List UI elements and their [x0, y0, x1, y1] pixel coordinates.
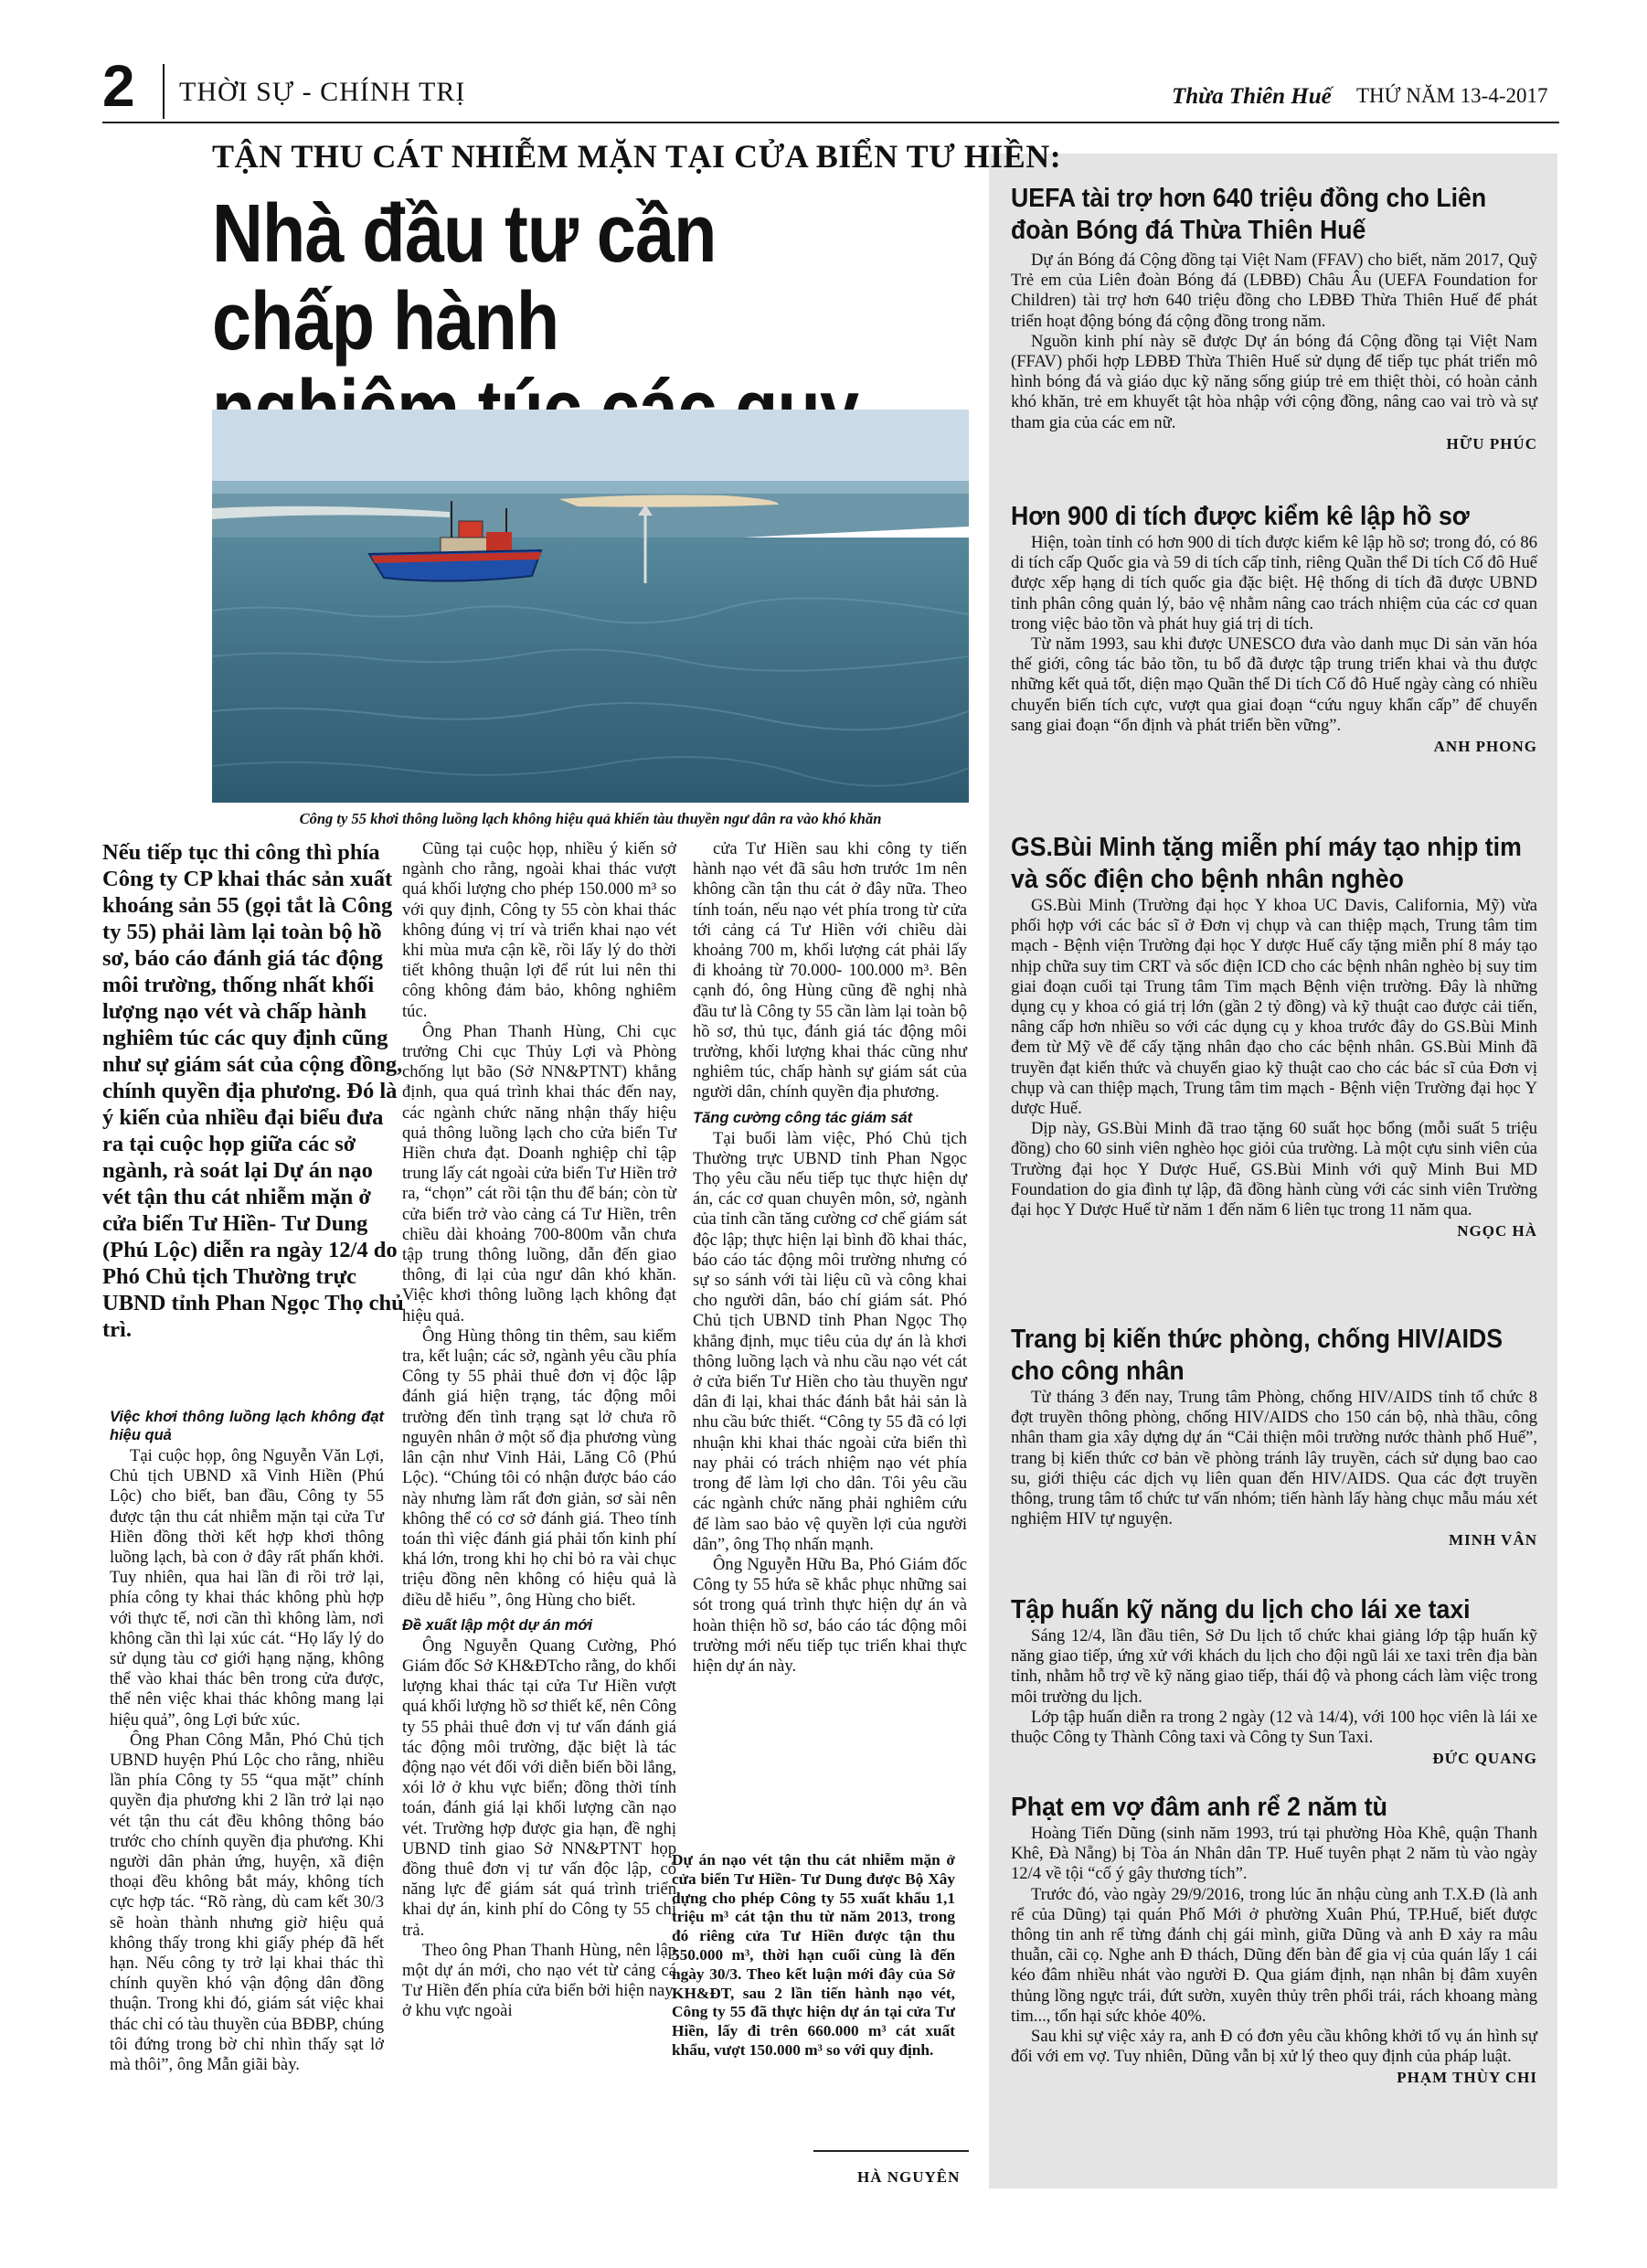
paragraph: Ông Nguyễn Hữu Ba, Phó Giám đốc Công ty 55 hứa sẽ khắc phục những sai sót trong quá trình thực hiện dự án và hoàn thiện hồ sơ, báo cáo tác động môi trường mới nếu tiếp tục triển khai thực hiện dự án này.: [693, 1554, 967, 1676]
paragraph: Ông Phan Công Mẫn, Phó Chủ tịch UBND huyện Phú Lộc cho rằng, nhiều lần phía Công ty 55 “qua mặt” chính quyền địa phương khi 2 lần trở lại nạo vét tận thu cát đều không thông báo trước cho chính quyền địa phương. Khi người dân phản ứng, huyện, xã điện thoại đều không bắt máy, không tích cực hợp tác. “Rõ ràng, dù cam kết 30/3 sẽ hoàn thành nhưng giờ hiệu quả không thấy trong khi giấy phép đã hết hạn. Nếu công ty trở lại khai thác thì chính quyền khó vận động dân đồng thuận. Trong khi đó, giám sát việc khai thác chỉ có tàu thuyền của BĐBP, chúng tôi đứng trong bờ chỉ nhìn thấy sạt lở mà thôi”, ông Mẫn giãi bày.: [110, 1730, 384, 2075]
brief-body: [1011, 250, 1537, 433]
brief-relics: [1011, 501, 1537, 756]
page-number: 2: [102, 53, 135, 119]
masthead-divider: [163, 64, 165, 119]
paragraph: Sau khi sự việc xảy ra, anh Đ có đơn yêu cầu không khởi tố vụ án hình sự đối với em vợ. Tuy nhiên, Dũng vẫn bị xử lý theo quy định của pháp luật.: [1011, 2027, 1537, 2067]
section-title: THỜI SỰ - CHÍNH TRỊ: [179, 77, 466, 107]
paragraph: Tại buổi làm việc, Phó Chủ tịch Thường trực UBND tỉnh Phan Ngọc Thọ yêu cầu nếu tiếp tục thực hiện dự án, các cơ quan chuyên môn, sở, ngành của tỉnh cần tăng cường cơ chế giám sát độc lập; thực hiện lại bình đồ khai thác, báo cáo tác động môi trường nhưng có sự so sánh với tài liệu cũ và công khai cho người dân, báo chí giám sát. Phó Chủ tịch UBND tỉnh Phan Ngọc Thọ khẳng định, mục tiêu của dự án là khơi thông luồng lạch và nhu cầu nạo vét cát ở cửa biển Tư Hiền cho tàu thuyền ngư dân đi lại, khai thác đánh bắt hải sản là nhu cầu bức thiết. “Công ty 55 đã có lợi nhuận khi khai thác ngoài cửa biển thì nay phải có trách nhiệm nạo vét phía trong để làm lợi cho dân. Tôi yêu cầu các ngành chức năng phải nghiêm cứu để làm sao bảo vệ quyền lợi của người dân”, ông Thọ nhấn mạnh.: [693, 1128, 967, 1554]
brief-taxi: [1011, 1594, 1537, 1768]
paper-name: Thừa Thiên Huế: [1172, 84, 1332, 109]
headline-line-1: Nhà đầu tư cần chấp hành: [212, 188, 717, 367]
horizon-sea: [212, 481, 969, 494]
brief-byline: HỮU PHÚC: [1446, 434, 1537, 453]
brief-body: [1011, 1388, 1537, 1529]
paragraph: Ông Hùng thông tin thêm, sau kiểm tra, kết luận; các sở, ngành yêu cầu phía Công ty 55 phải thuê đơn vị độc lập đánh giá hiện trạng, tác động môi trường đến tình trạng sạt lở chưa rõ nguyên nhân ở một số địa phương vùng lân cận như Vinh Hải, Lăng Cô (Phú Lộc). “Chúng tôi có nhận được báo cáo này nhưng làm rất đơn giản, sơ sài nên không thể có cơ sở đánh giá. Theo tính toán thì việc đánh giá phải tốn kinh phí khá lớn, trong khi họ chỉ bỏ ra vài chục triệu đồng nên không có hiệu quả là điều dễ hiểu ”, ông Hùng cho biết.: [402, 1326, 676, 1610]
boat-at-sea-image: [212, 410, 969, 803]
brief-body: [1011, 1824, 1537, 2067]
brief-byline: ĐỨC QUANG: [1432, 1750, 1537, 1768]
paragraph: Ông Phan Thanh Hùng, Chi cục trưởng Chi cục Thủy Lợi và Phòng chống lụt bão (Sở NN&PTNT) khẳng định, qua quá trình khai thác đến nay, các ngành chức năng nhận thấy hiệu quả thông luồng lạch cho cửa biển Tư Hiền chưa đạt. Doanh nghiệp chỉ tập trung lấy cát ngoài cửa biển Tư Hiền trở ra, “chọn” cát rồi tận thu để bán; còn từ cửa biển trở vào cảng cá Tư Hiền, trên chiều dài khoảng 700-800m vẫn chưa tập trung thông luồng, dẫn đến giao thông, đi lại của ngư dân khó khăn. Việc khơi thông luồng lạch không đạt hiệu quả.: [402, 1021, 676, 1326]
paragraph: Sáng 12/4, lần đầu tiên, Sở Du lịch tổ chức khai giảng lớp tập huấn kỹ năng giao tiếp, ứng xử với khách du lịch cho đội ngũ lái xe taxi trên địa bàn tỉnh, nhằm hỗ trợ về kỹ năng giao tiếp, thái độ và phong cách làm việc trong môi trường du lịch.: [1011, 1626, 1537, 1707]
brief-uefa: [1011, 183, 1537, 453]
brief-byline: MINH VÂN: [1449, 1531, 1537, 1549]
article-photo: [212, 410, 969, 803]
article-column-3: [693, 839, 967, 1677]
subheading: Việc khơi thông luồng lạch không đạt hiệu quả: [110, 1409, 384, 1443]
photo-caption: Công ty 55 khơi thông luồng lạch không hiệu quả khiến tàu thuyền ngư dân ra vào khó khăn: [299, 810, 882, 827]
brief-title: Trang bị kiến thức phòng, chống HIV/AIDS cho công nhân: [1011, 1325, 1504, 1386]
paragraph: Cũng tại cuộc họp, nhiều ý kiến sở ngành cho rằng, ngoài khai thác vượt quá khối lượng cho phép 150.000 m³ so với quy định, Công ty 55 còn khai thác không đúng vị trí và triển khai nạo vét khi mùa mưa cận kề, rồi lấy lý do thời tiết không thuận lợi để rút lui nên thi công không đảm bảo, không nghiêm túc.: [402, 839, 676, 1021]
brief-title: GS.Bùi Minh tặng miễn phí máy tạo nhịp tim và sốc điện cho bệnh nhân nghèo: [1011, 833, 1522, 894]
article-lead: Nếu tiếp tục thi công thì phía Công ty CP khai thác sản xuất khoáng sản 55 (gọi tắt là Công ty 55) phải làm lại toàn bộ hồ sơ, báo cáo đánh giá tác động môi trường, thống nhất khối lượng nạo vét và chấp hành nghiêm túc các quy định cũng như sự giám sát của cộng đồng, chính quyền địa phương. Đó là ý kiến của nhiều đại biểu đưa ra tại cuộc họp giữa các sở ngành, rà soát lại Dự án nạo vét tận thu cát nhiễm mặn ở cửa biển Tư Hiền- Tư Dung (Phú Lộc) diễn ra ngày 12/4 do Phó Chủ tịch Thường trực UBND tỉnh Phan Ngọc Thọ chủ trì.: [102, 840, 404, 1342]
byline-rule: [813, 2150, 969, 2152]
paragraph: Tại cuộc họp, ông Nguyễn Văn Lợi, Chủ tịch UBND xã Vinh Hiền (Phú Lộc) cho biết, ban đầu, Công ty 55 được tận thu cát nhiễm mặn tại cửa Tư Hiền đồng thời kết hợp khơi thông luồng lạch, bà con ở đây rất phấn khởi. Tuy nhiên, qua hai lần đi rồi trở lại, phía công ty khai thác không phù hợp với thực tế, nơi cần thì không làm, nơi không cần thì lại xúc cát. “Họ lấy lý do sử dụng tàu cơ giới hạng nặng, không thể vào khai thác bên trong cửa được, thế nên việc khai thác không mang lại hiệu quả”, ông Lợi bức xúc.: [110, 1446, 384, 1730]
brief-body: [1011, 896, 1537, 1220]
paragraph: GS.Bùi Minh (Trường đại học Y khoa UC Davis, California, Mỹ) vừa phối hợp với các bác sĩ ở Đơn vị chụp và can thiệp mạch, Trung tâm tim mạch - Bệnh viện Trường đại học Y dược Huế cấy tặng miễn phí 8 máy tạo nhịp chữa suy tim CRT và sốc điện ICD cho các bệnh nhân nghèo bị suy tim giai đoạn cuối tại Trung tâm Tim mạch Bệnh viện trường. Đây là những dụng cụ y khoa có giá trị lớn (gần 2 tỷ đồng) và kỹ thuật cao được cải tiến, nâng cấp hơn nhiều so với các dụng cụ y khoa trước đây do GS.Bùi Minh đem từ Mỹ về để cấy tặng nhân đạo cho các bệnh nhân. GS.Bùi Minh đã truyền đạt kiến thức và chuyển giao kỹ thuật cao cho các bác sĩ của Đơn vị chụp và can thiệp mạch, Trung tâm tim mạch - Bệnh viện Trường đại học Y dược Huế.: [1011, 896, 1537, 1119]
brief-title: Hơn 900 di tích được kiểm kê lập hồ sơ: [1011, 502, 1470, 531]
article-column-2: [402, 839, 676, 2022]
sky: [212, 410, 969, 492]
paragraph: Ông Nguyễn Quang Cường, Phó Giám đốc Sở KH&ĐTcho rằng, do khối lượng khai thác tại cửa Tư Hiền vượt quá khối lượng hồ sơ thiết kế, nên Công ty 55 phải thuê đơn vị tư vấn đánh giá tác động môi trường, đặc biệt là tác động nạo vét đối với diễn biến bồi lắng, xói lở ở khu vực biển; đồng thời tính toán, đánh giá lại khối lượng cần nạo vét. Trường hợp được gia hạn, đề nghị UBND tỉnh giao Sở NN&PTNT họp đồng thuê đơn vị tư vấn độc lập, có năng lực để giám sát quá trình triển khai dự án, kinh phí do Công ty 55 chi trả.: [402, 1635, 676, 1940]
brief-court: [1011, 1792, 1537, 2087]
issue-date: THỨ NĂM 13-4-2017: [1356, 84, 1548, 107]
brief-byline: NGỌC HÀ: [1457, 1222, 1537, 1240]
paragraph: Nguồn kinh phí này sẽ được Dự án bóng đá Cộng đồng tại Việt Nam (FFAV) phối hợp LĐBĐ Thừa Thiên Huế sử dụng để tiếp tục phát triển mô hình bóng đá và giáo dục kỹ năng sống giúp trẻ em thiệt thòi, có hoàn cảnh khó khăn, trẻ em khuyết tật hòa nhập với cộng đồng, nâng cao vai trò và sự tham gia của các em nữ.: [1011, 331, 1537, 432]
paragraph: Hiện, toàn tỉnh có hơn 900 di tích được kiểm kê lập hồ sơ; trong đó, có 86 di tích cấp Quốc gia và 59 di tích cấp tỉnh, riêng Quần thể Di tích Cố đô Huế được xếp hạng di tích quốc gia đặc biệt. Hệ thống di tích đã được UBND tỉnh phân công quản lý, bảo vệ nhằm nâng cao trách nhiệm của các cơ quan trong việc bảo tồn và phát huy giá trị di tích.: [1011, 533, 1537, 634]
masthead-rule: [102, 122, 1559, 123]
paragraph: cửa Tư Hiền sau khi công ty tiến hành nạo vét đã sâu hơn trước 1m nên không cần tận thu cát ở đây nữa. Theo tính toán, nếu nạo vét phía trong từ cửa tới cảng cá Tư Hiền với chiều dài khoảng 700 m, khối lượng cát phải lấy đi khoảng từ 70.000- 100.000 m³. Bên cạnh đó, ông Hùng cũng đề nghị nhà đầu tư là Công ty 55 cần làm lại toàn bộ hồ sơ, thủ tục, đánh giá tác động môi trường, khối lượng khai thác cũng như nghiêm túc, chấp hành sự giám sát của người dân, chính quyền địa phương.: [693, 839, 967, 1102]
brief-body: [1011, 533, 1537, 736]
paragraph: Theo ông Phan Thanh Hùng, nên lập một dự án mới, cho nạo vét từ cảng cá Tư Hiền đến phía cửa biển bởi hiện nay, ở khu vực ngoài: [402, 1940, 676, 2021]
info-box: Dự án nạo vét tận thu cát nhiễm mặn ở cửa biển Tư Hiền- Tư Dung được Bộ Xây dựng cho phép Công ty 55 xuất khẩu 1,1 triệu m³ cát tận thu từ năm 2013, trong đó riêng cửa Tư Hiền được tận thu 550.000 m³, thời hạn cuối cùng là đến ngày 30/3. Theo kết luận mới đây của Sở KH&ĐT, sau 2 lần tiến hành nạo vét, Công ty 55 đã thực hiện dự án tại cửa Tư Hiền, lấy đi trên 660.000 m³ cát xuất khẩu, vượt 150.000 m³ so với quy định.: [672, 1851, 955, 2059]
article-byline: HÀ NGUYÊN: [857, 2168, 961, 2186]
paragraph: Hoàng Tiến Dũng (sinh năm 1993, trú tại phường Hòa Khê, quận Thanh Khê, Đà Nẵng) bị Tòa án Nhân dân TP. Huế tuyên phạt 2 năm tù vào ngày 12/4 về tội “cố ý gây thương tích”.: [1011, 1824, 1537, 1884]
brief-hiv: [1011, 1324, 1537, 1549]
brief-title: Tập huấn kỹ năng du lịch cho lái xe taxi: [1011, 1595, 1471, 1624]
paragraph: Từ tháng 3 đến nay, Trung tâm Phòng, chống HIV/AIDS tỉnh tổ chức 8 đợt truyền thông phòng, chống HIV/AIDS cho 150 cán bộ, nhà thầu, công nhân tham gia xây dựng dự án “Cải thiện môi trường nước thành phố Huế”, trang bị kiến thức cơ bản về phòng tránh lây truyền, cách sử dụng bao cao su, giới thiệu các dịch vụ liên quan đến HIV/AIDS. Qua các đợt truyền thông, trung tâm tổ chức tư vấn nhóm; tiến hành lấy hàng chục mẫu máu xét nghiệm HIV tự nguyện.: [1011, 1388, 1537, 1529]
brief-byline: ANH PHONG: [1433, 738, 1537, 756]
paragraph: Lớp tập huấn diễn ra trong 2 ngày (12 và 14/4), với 100 học viên là lái xe thuộc Công ty Thành Công taxi và Công ty Sun Taxi.: [1011, 1707, 1537, 1748]
subheading: Đề xuất lập một dự án mới: [402, 1616, 593, 1634]
brief-body: [1011, 1626, 1537, 1748]
brief-title: Phạt em vợ đâm anh rể 2 năm tù: [1011, 1793, 1387, 1822]
article-column-1: [110, 1402, 384, 2075]
brief-byline: PHẠM THÙY CHI: [1397, 2069, 1537, 2087]
paragraph: Trước đó, vào ngày 29/9/2016, trong lúc ăn nhậu cùng anh T.X.Đ (là anh rể của Dũng) tại quán Phố Mới ở phường Xuân Phú, TP.Huế, biết được thông tin anh rể từng đánh chị gái mình, giữa Dũng và anh Đ xảy ra mâu thuẫn, cãi cọ. Nghe anh Đ thách, Dũng đến bàn để gia vị của quán lấy 1 cái kéo đâm nhiều nhát vào người Đ. Qua giám định, nạn nhân bị đâm xuyên thủng lồng ngực trái, đứt sườn, xuyên thủy trên phổi trái, rách khoang màng tim..., tổn hại sức khỏe 40%.: [1011, 1884, 1537, 2026]
paragraph: Từ năm 1993, sau khi được UNESCO đưa vào danh mục Di sản văn hóa thế giới, công tác bảo tồn, tu bổ đã được tập trung triển khai và thu được những kết quả tốt, diện mạo Quần thể Di tích Cố đô Huế ngày càng có nhiều chuyển biến tích cực, vượt qua giai đoạn “cứu nguy khẩn cấp” để chuyển sang giai đoạn “ổn định và phát triển bền vững”.: [1011, 634, 1537, 735]
paragraph: Dự án Bóng đá Cộng đồng tại Việt Nam (FFAV) cho biết, năm 2017, Quỹ Trẻ em của Liên đoàn Bóng đá (LĐBĐ) Châu Âu (UEFA Foundation for Children) tài trợ hơn 640 triệu đồng cho LĐBĐ Thừa Thiên Huế để phát triển hoạt động bóng đá cộng đồng trong năm.: [1011, 250, 1537, 331]
subheading: Tăng cường công tác giám sát: [693, 1109, 913, 1126]
article-kicker: TẬN THU CÁT NHIỄM MẶN TẠI CỬA BIỂN TƯ HIỀN:: [212, 138, 1062, 175]
paragraph: Dịp này, GS.Bùi Minh đã trao tặng 60 suất học bổng (mỗi suất 5 triệu đồng) cho 60 sinh viên nghèo học giỏi của trường. Là một cựu sinh viên của Trường đại học Y Dược Huế, GS.Bùi Minh với quỹ Minh Bui MD Foundation do gia đình tự lập, đã đồng hành cùng với các sinh viên Trường đại học Y Dược Huế từ năm 1 đến năm 6 liên tục trong 11 năm qua.: [1011, 1119, 1537, 1220]
brief-title: UEFA tài trợ hơn 640 triệu đồng cho Liên đoàn Bóng đá Thừa Thiên Huế: [1011, 184, 1487, 245]
brief-pacemaker: [1011, 832, 1537, 1240]
